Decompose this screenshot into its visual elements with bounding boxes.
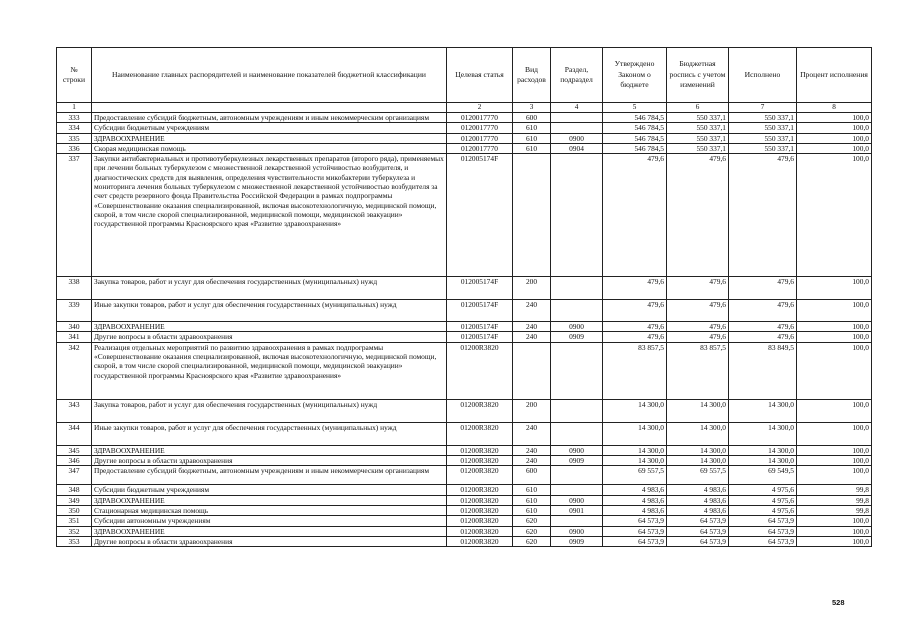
row-name: Предоставление субсидий бюджетным, автономным учреждениям и иным некоммерческим организациям [92,466,447,485]
row-name: Скорая медицинская помощь [92,143,447,153]
row-percent: 100,0 [797,466,872,485]
row-number: 338 [57,277,92,300]
row-number: 333 [57,113,92,123]
row-number: 349 [57,495,92,505]
row-budget-schedule: 550 337,1 [667,133,729,143]
row-executed: 14 300,0 [729,456,797,466]
row-percent: 100,0 [797,300,872,322]
row-approved: 14 300,0 [603,456,667,466]
table-row [57,526,872,536]
row-percent: 99,8 [797,495,872,505]
row-section [551,300,603,322]
row-section [551,466,603,485]
column-number: 1 [57,103,92,113]
row-budget-schedule: 550 337,1 [667,143,729,153]
row-percent: 100,0 [797,536,872,546]
row-executed: 479,6 [729,277,797,300]
row-section: 0900 [551,495,603,505]
row-budget-schedule: 479,6 [667,322,729,332]
row-target-article: 0120017770 [447,133,513,143]
row-approved: 69 557,5 [603,466,667,485]
column-number: 4 [551,103,603,113]
row-number: 339 [57,300,92,322]
row-approved: 14 300,0 [603,399,667,422]
row-target-article: 012005174F [447,300,513,322]
row-executed: 479,6 [729,332,797,342]
column-number: 5 [603,103,667,113]
row-approved: 4 983,6 [603,485,667,495]
row-expense-type: 620 [513,516,551,526]
header-target-article: Целевая статья [447,48,513,103]
table-row [57,322,872,332]
row-executed: 14 300,0 [729,399,797,422]
page-number: 528 [832,598,845,607]
row-budget-schedule: 4 983,6 [667,505,729,515]
row-name: Другие вопросы в области здравоохранения [92,456,447,466]
row-percent: 100,0 [797,277,872,300]
row-target-article: 0120017770 [447,113,513,123]
column-number: 2 [447,103,513,113]
row-name: Предоставление субсидий бюджетным, автономным учреждениям и иным некоммерческим организациям [92,113,447,123]
row-number: 346 [57,456,92,466]
row-number: 340 [57,322,92,332]
row-target-article: 01200R3820 [447,399,513,422]
row-executed: 69 549,5 [729,466,797,485]
row-approved: 64 573,9 [603,536,667,546]
row-target-article: 012005174F [447,154,513,277]
row-number: 334 [57,123,92,133]
row-expense-type: 610 [513,143,551,153]
row-budget-schedule: 64 573,9 [667,526,729,536]
row-percent: 100,0 [797,154,872,277]
row-target-article: 01200R3820 [447,505,513,515]
row-percent: 100,0 [797,113,872,123]
row-name: Субсидии автономным учреждениям [92,516,447,526]
row-percent: 100,0 [797,342,872,399]
row-section [551,277,603,300]
row-number: 350 [57,505,92,515]
header-percent: Процент исполнения [797,48,872,103]
row-name: Другие вопросы в области здравоохранения [92,332,447,342]
row-approved: 83 857,5 [603,342,667,399]
row-executed: 64 573,9 [729,536,797,546]
row-number: 351 [57,516,92,526]
row-budget-schedule: 550 337,1 [667,123,729,133]
column-number: 8 [797,103,872,113]
table-row [57,300,872,322]
row-approved: 14 300,0 [603,445,667,455]
row-name: ЗДРАВООХРАНЕНИЕ [92,526,447,536]
row-approved: 4 983,6 [603,505,667,515]
row-section: 0900 [551,445,603,455]
row-number: 337 [57,154,92,277]
row-number: 352 [57,526,92,536]
row-expense-type: 610 [513,505,551,515]
row-approved: 64 573,9 [603,516,667,526]
row-name: Субсидии бюджетным учреждениям [92,485,447,495]
row-section [551,399,603,422]
table-row [57,495,872,505]
row-target-article: 01200R3820 [447,516,513,526]
row-budget-schedule: 550 337,1 [667,113,729,123]
row-target-article: 01200R3820 [447,456,513,466]
row-number: 345 [57,445,92,455]
row-executed: 64 573,9 [729,516,797,526]
row-target-article: 01200R3820 [447,422,513,445]
table-row [57,445,872,455]
row-number: 353 [57,536,92,546]
row-expense-type: 240 [513,445,551,455]
table-row [57,143,872,153]
column-number: 3 [513,103,551,113]
row-approved: 14 300,0 [603,422,667,445]
header-budget-schedule: Бюджетная роспись с учетом изменений [667,48,729,103]
row-percent: 100,0 [797,422,872,445]
row-number: 348 [57,485,92,495]
row-expense-type: 620 [513,536,551,546]
table-row [57,332,872,342]
row-budget-schedule: 479,6 [667,154,729,277]
row-executed: 550 337,1 [729,143,797,153]
column-number-row [57,103,872,113]
row-number: 335 [57,133,92,143]
row-target-article: 012005174F [447,277,513,300]
column-number [92,103,447,113]
row-approved: 479,6 [603,332,667,342]
row-expense-type: 240 [513,332,551,342]
budget-table-sheet [56,47,871,547]
row-expense-type [513,342,551,399]
row-name: Реализация отдельных мероприятий по развитию здравоохранения в рамках подпрограммы «Совершенствование оказания специализированной, включая высокотехнологичную, медицинской помощи, скорой, в том числе скорой специализированной, медицинской помощи, медицинской эвакуации» государственной программы Красноярского края «Развитие здравоохранения» [92,342,447,399]
table-row [57,466,872,485]
header-name: Наименование главных распорядителей и наименование показателей бюджетной классификации [92,48,447,103]
row-name: Закупка товаров, работ и услуг для обеспечения государственных (муниципальных) нужд [92,277,447,300]
row-target-article: 01200R3820 [447,445,513,455]
row-executed: 4 975,6 [729,495,797,505]
row-budget-schedule: 4 983,6 [667,485,729,495]
row-budget-schedule: 4 983,6 [667,495,729,505]
row-section [551,154,603,277]
row-expense-type: 240 [513,322,551,332]
row-section: 0909 [551,536,603,546]
row-budget-schedule: 83 857,5 [667,342,729,399]
row-name: Стационарная медицинская помощь [92,505,447,515]
row-name: ЗДРАВООХРАНЕНИЕ [92,445,447,455]
row-target-article: 01200R3820 [447,536,513,546]
row-section [551,422,603,445]
row-section [551,485,603,495]
row-budget-schedule: 64 573,9 [667,516,729,526]
row-target-article: 012005174F [447,332,513,342]
row-name: Другие вопросы в области здравоохранения [92,536,447,546]
row-approved: 546 784,5 [603,143,667,153]
row-budget-schedule: 14 300,0 [667,399,729,422]
table-row [57,422,872,445]
row-percent: 100,0 [797,526,872,536]
row-budget-schedule: 479,6 [667,332,729,342]
row-target-article: 0120017770 [447,143,513,153]
row-executed: 64 573,9 [729,526,797,536]
row-expense-type: 240 [513,456,551,466]
table-body [57,113,872,547]
row-expense-type: 200 [513,399,551,422]
row-name: Иные закупки товаров, работ и услуг для обеспечения государственных (муниципальных) нужд [92,422,447,445]
row-executed: 550 337,1 [729,133,797,143]
row-approved: 64 573,9 [603,526,667,536]
row-section: 0900 [551,133,603,143]
budget-table [56,47,872,547]
header-executed: Исполнено [729,48,797,103]
row-executed: 14 300,0 [729,422,797,445]
row-percent: 100,0 [797,516,872,526]
row-name: Закупки антибактериальных и противотуберкулезных лекарственных препаратов (второго ряда), применяемых при лечении больных туберкулезом с множественной лекарственной устойчивостью возбудителя, и диагностических средств для выявления, определения чувствительности микобактерии туберкулеза и мониторинга лечения больных туберкулезом с множественной лекарственной устойчивостью возбудителя за счет средств резервного фонда Правительства Российской Федерации в рамках подпрограммы «Совершенствование оказания специализированной, включая высокотехнологичную, медицинской помощи, скорой, в том числе скорой специализированной, медицинской помощи, медицинской эвакуации» государственной программы Красноярского края «Развитие здравоохранения» [92,154,447,277]
row-expense-type: 240 [513,300,551,322]
row-executed: 479,6 [729,300,797,322]
table-row [57,536,872,546]
row-expense-type: 200 [513,277,551,300]
row-number: 347 [57,466,92,485]
row-expense-type: 610 [513,485,551,495]
row-approved: 479,6 [603,322,667,332]
row-name: ЗДРАВООХРАНЕНИЕ [92,133,447,143]
table-row [57,113,872,123]
table-row [57,154,872,277]
row-section: 0900 [551,322,603,332]
row-approved: 546 784,5 [603,133,667,143]
row-target-article: 01200R3820 [447,495,513,505]
row-percent: 100,0 [797,332,872,342]
row-section [551,123,603,133]
row-percent: 99,8 [797,505,872,515]
row-executed: 83 849,5 [729,342,797,399]
row-name: Закупка товаров, работ и услуг для обеспечения государственных (муниципальных) нужд [92,399,447,422]
row-number: 344 [57,422,92,445]
row-percent: 100,0 [797,133,872,143]
row-target-article: 01200R3820 [447,485,513,495]
row-approved: 4 983,6 [603,495,667,505]
header-approved: Утверждено Законом о бюджете [603,48,667,103]
row-executed: 550 337,1 [729,123,797,133]
row-number: 342 [57,342,92,399]
row-section [551,113,603,123]
row-target-article: 01200R3820 [447,466,513,485]
table-row [57,399,872,422]
header-row [57,48,872,103]
row-section [551,342,603,399]
row-percent: 100,0 [797,123,872,133]
column-number: 6 [667,103,729,113]
row-approved: 479,6 [603,300,667,322]
row-target-article: 0120017770 [447,123,513,133]
row-expense-type: 600 [513,113,551,123]
row-name: ЗДРАВООХРАНЕНИЕ [92,322,447,332]
row-percent: 100,0 [797,322,872,332]
row-expense-type [513,154,551,277]
row-budget-schedule: 69 557,5 [667,466,729,485]
table-row [57,277,872,300]
row-number: 336 [57,143,92,153]
column-number: 7 [729,103,797,113]
row-expense-type: 610 [513,133,551,143]
row-target-article: 01200R3820 [447,342,513,399]
row-budget-schedule: 64 573,9 [667,536,729,546]
row-budget-schedule: 14 300,0 [667,445,729,455]
row-expense-type: 620 [513,526,551,536]
row-target-article: 01200R3820 [447,526,513,536]
row-expense-type: 600 [513,466,551,485]
row-budget-schedule: 14 300,0 [667,456,729,466]
row-approved: 479,6 [603,277,667,300]
header-section: Раздел, подраздел [551,48,603,103]
row-number: 341 [57,332,92,342]
row-percent: 100,0 [797,456,872,466]
row-approved: 546 784,5 [603,123,667,133]
table-row [57,342,872,399]
table-row [57,516,872,526]
table-row [57,485,872,495]
row-section: 0909 [551,456,603,466]
header-expense-type: Вид расходов [513,48,551,103]
row-name: ЗДРАВООХРАНЕНИЕ [92,495,447,505]
row-budget-schedule: 479,6 [667,277,729,300]
row-executed: 550 337,1 [729,113,797,123]
row-percent: 100,0 [797,445,872,455]
row-percent: 100,0 [797,143,872,153]
header-row-number: № строки [57,48,92,103]
row-expense-type: 240 [513,422,551,445]
row-name: Иные закупки товаров, работ и услуг для обеспечения государственных (муниципальных) нужд [92,300,447,322]
row-executed: 14 300,0 [729,445,797,455]
row-expense-type: 610 [513,123,551,133]
row-executed: 4 975,6 [729,485,797,495]
row-section: 0901 [551,505,603,515]
row-section: 0909 [551,332,603,342]
table-row [57,505,872,515]
row-section: 0904 [551,143,603,153]
row-budget-schedule: 14 300,0 [667,422,729,445]
row-expense-type: 610 [513,495,551,505]
row-executed: 4 975,6 [729,505,797,515]
row-executed: 479,6 [729,154,797,277]
row-budget-schedule: 479,6 [667,300,729,322]
row-section: 0900 [551,526,603,536]
row-approved: 479,6 [603,154,667,277]
row-target-article: 012005174F [447,322,513,332]
row-approved: 546 784,5 [603,113,667,123]
row-percent: 100,0 [797,399,872,422]
row-executed: 479,6 [729,322,797,332]
table-row [57,123,872,133]
row-section [551,516,603,526]
row-number: 343 [57,399,92,422]
table-row [57,133,872,143]
row-name: Субсидии бюджетным учреждениям [92,123,447,133]
row-percent: 99,8 [797,485,872,495]
table-row [57,456,872,466]
